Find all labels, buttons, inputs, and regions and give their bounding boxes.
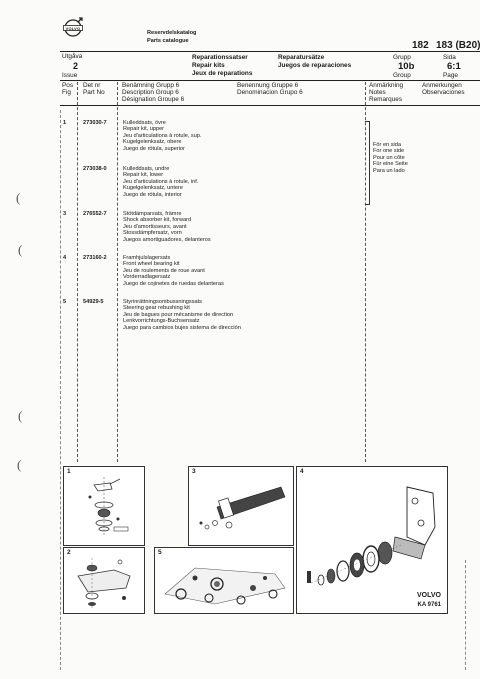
logo-text: VOLVO [65, 25, 81, 31]
group-title-de: Reparatursätze [278, 54, 325, 61]
model-name: 183 (B20) [436, 40, 480, 51]
col-anmerkungen: Anmerkungen [422, 82, 462, 89]
notes-text: För en sida For one side Pour un côte Für eine Seite Para un lado [373, 142, 408, 174]
grupp-value: 10b [398, 61, 415, 72]
figure-label: 1 [67, 468, 71, 475]
issue-value: 2 [73, 61, 79, 71]
row-description: Stötdämparsats, främre Shock absorber kit, forward Jeu d'amortisseurs, avant Stossdämpfersatz, vorn Juegos amortiguadores, delanteros [123, 211, 211, 243]
figure-label: 3 [192, 468, 196, 475]
group-label: Group [393, 72, 411, 79]
group-title-es: Juegos de reparaciones [278, 62, 352, 69]
row-description: Kulleddsats, undre Repair kit, lower Jeu d'articulations à rotule, inf. Kugelgelenksatz, untere Juego de rótula, interior [123, 166, 199, 198]
figure-panel-3 [188, 466, 294, 546]
col-part-no: Part No [83, 89, 105, 96]
col-notes: Notes [369, 89, 386, 96]
figure-code: KA 9761 [417, 602, 441, 608]
col-remarques: Remarques [369, 96, 403, 103]
col-description: Description Group 6 [122, 89, 179, 96]
col-observaciones: Observaciones [422, 89, 465, 96]
catalog-title-sv: Reservdelskatalog [147, 30, 197, 36]
row-part-no: 54929-5 [83, 299, 104, 305]
figure-label: 5 [158, 549, 162, 556]
col-denominacion: Denominacion Grupo 6 [237, 89, 303, 96]
row-pos: 5 [63, 299, 67, 305]
col-benamning: Benämning Grupp 6 [122, 82, 180, 89]
col-pos: Pos [62, 82, 74, 89]
punch-hole-mark: ( [18, 242, 23, 257]
punch-hole-mark: ( [17, 457, 22, 472]
row-part-no: 273160-2 [83, 255, 107, 261]
figure-panel-4 [296, 466, 448, 614]
issue-label: Issue [62, 72, 78, 79]
figure-label: 4 [300, 468, 304, 475]
figure-panel-2 [63, 547, 145, 614]
punch-hole-mark: ( [16, 190, 21, 205]
col-det-nr: Det nr [83, 82, 101, 89]
row-description: Kulleddsats, övre Repair kit, upper Jeu d'articulations à rotule, sup. Kugelgelenksatz, obere Juego de rótula, superior [123, 120, 202, 152]
group-title-fr: Jeux de reparations [192, 70, 253, 77]
col-designation: Désignation Groupe 6 [122, 96, 185, 103]
row-pos: 4 [63, 255, 67, 261]
model-number: 182 [412, 40, 429, 51]
figure-panel-5 [154, 547, 294, 614]
figure-panel-1 [63, 466, 145, 546]
row-description: Styrinrättningsombussningssats Steering gear rebushing kit Jeu de bagues pour mécanisme de direction Lenkvorrichtungs-Buchsensatz Juego para cambios bujes sistema de dirección [123, 299, 241, 331]
catalog-title-en: Parts catalogue [147, 38, 189, 44]
row-pos: 3 [63, 211, 67, 217]
col-fig: Fig [62, 89, 71, 96]
col-benennung: Benennung Gruppe 6 [237, 82, 299, 89]
figure-brand: VOLVO [417, 592, 441, 599]
figure-label: 2 [67, 549, 71, 556]
group-title-sv: Reparationssatser [192, 54, 248, 61]
sida-value: 6:1 [447, 61, 461, 72]
col-anmarkning: Anmärkning [369, 82, 404, 89]
row-part-no: 273038-0 [83, 166, 107, 172]
sida-label: Sida [443, 54, 456, 61]
volvo-logo [63, 17, 83, 37]
row-part-no: 273030-7 [83, 120, 107, 126]
grupp-label: Grupp [393, 54, 411, 61]
row-part-no: 276552-7 [83, 211, 107, 217]
group-title-en: Repair kits [192, 62, 225, 69]
utgava-label: Utgåva [62, 53, 83, 60]
page-label: Page [443, 72, 458, 79]
row-description: Framhjulslagersats Front wheel bearing kit Jeu de roulements de roue avant Vorderradlagersatz Juego de cojinetes de ruedas delanteras [123, 255, 224, 287]
punch-hole-mark: ( [18, 408, 23, 423]
row-pos: 1 [63, 120, 67, 126]
notes-bracket [365, 121, 370, 205]
